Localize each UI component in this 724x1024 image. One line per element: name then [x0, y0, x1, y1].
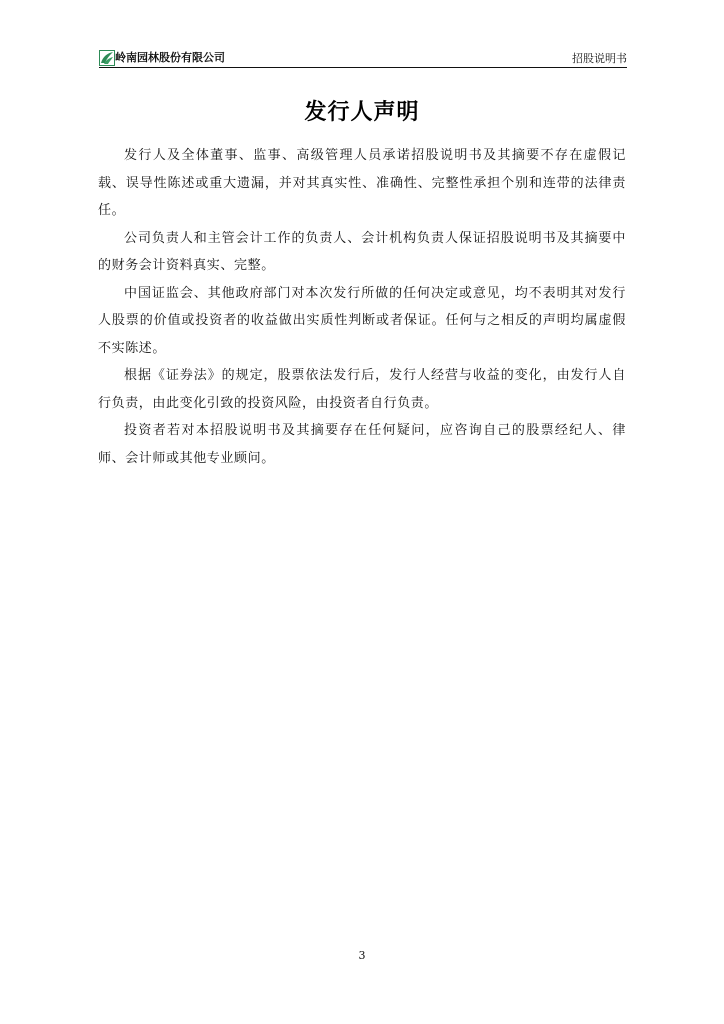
company-logo-icon — [99, 50, 115, 66]
company-name: 岭南园林股份有限公司 — [115, 51, 225, 64]
paragraph-4: 根据《证券法》的规定，股票依法发行后，发行人经营与收益的变化，由发行人自行负责，由此变化引致的投资风险，由投资者自行负责。 — [98, 368, 626, 411]
header-divider — [99, 67, 627, 68]
statement-body — [98, 142, 626, 472]
page-header — [99, 50, 627, 66]
page-title: 发行人声明 — [304, 100, 420, 125]
paragraph-5: 投资者若对本招股说明书及其摘要存在任何疑问，应咨询自己的股票经纪人、律师、会计师或其他专业顾问。 — [98, 423, 626, 466]
document-name: 招股说明书 — [572, 52, 627, 65]
page-number: 3 — [358, 949, 366, 962]
paragraph-1: 发行人及全体董事、监事、高级管理人员承诺招股说明书及其摘要不存在虚假记载、误导性陈述或重大遗漏，并对其真实性、准确性、完整性承担个别和连带的法律责任。 — [98, 148, 626, 218]
paragraph-3: 中国证监会、其他政府部门对本次发行所做的任何决定或意见，均不表明其对发行人股票的价值或投资者的收益做出实质性判断或者保证。任何与之相反的声明均属虚假不实陈述。 — [98, 285, 626, 356]
paragraph-2: 公司负责人和主管会计工作的负责人、会计机构负责人保证招股说明书及其摘要中的财务会计资料真实、完整。 — [98, 230, 626, 273]
